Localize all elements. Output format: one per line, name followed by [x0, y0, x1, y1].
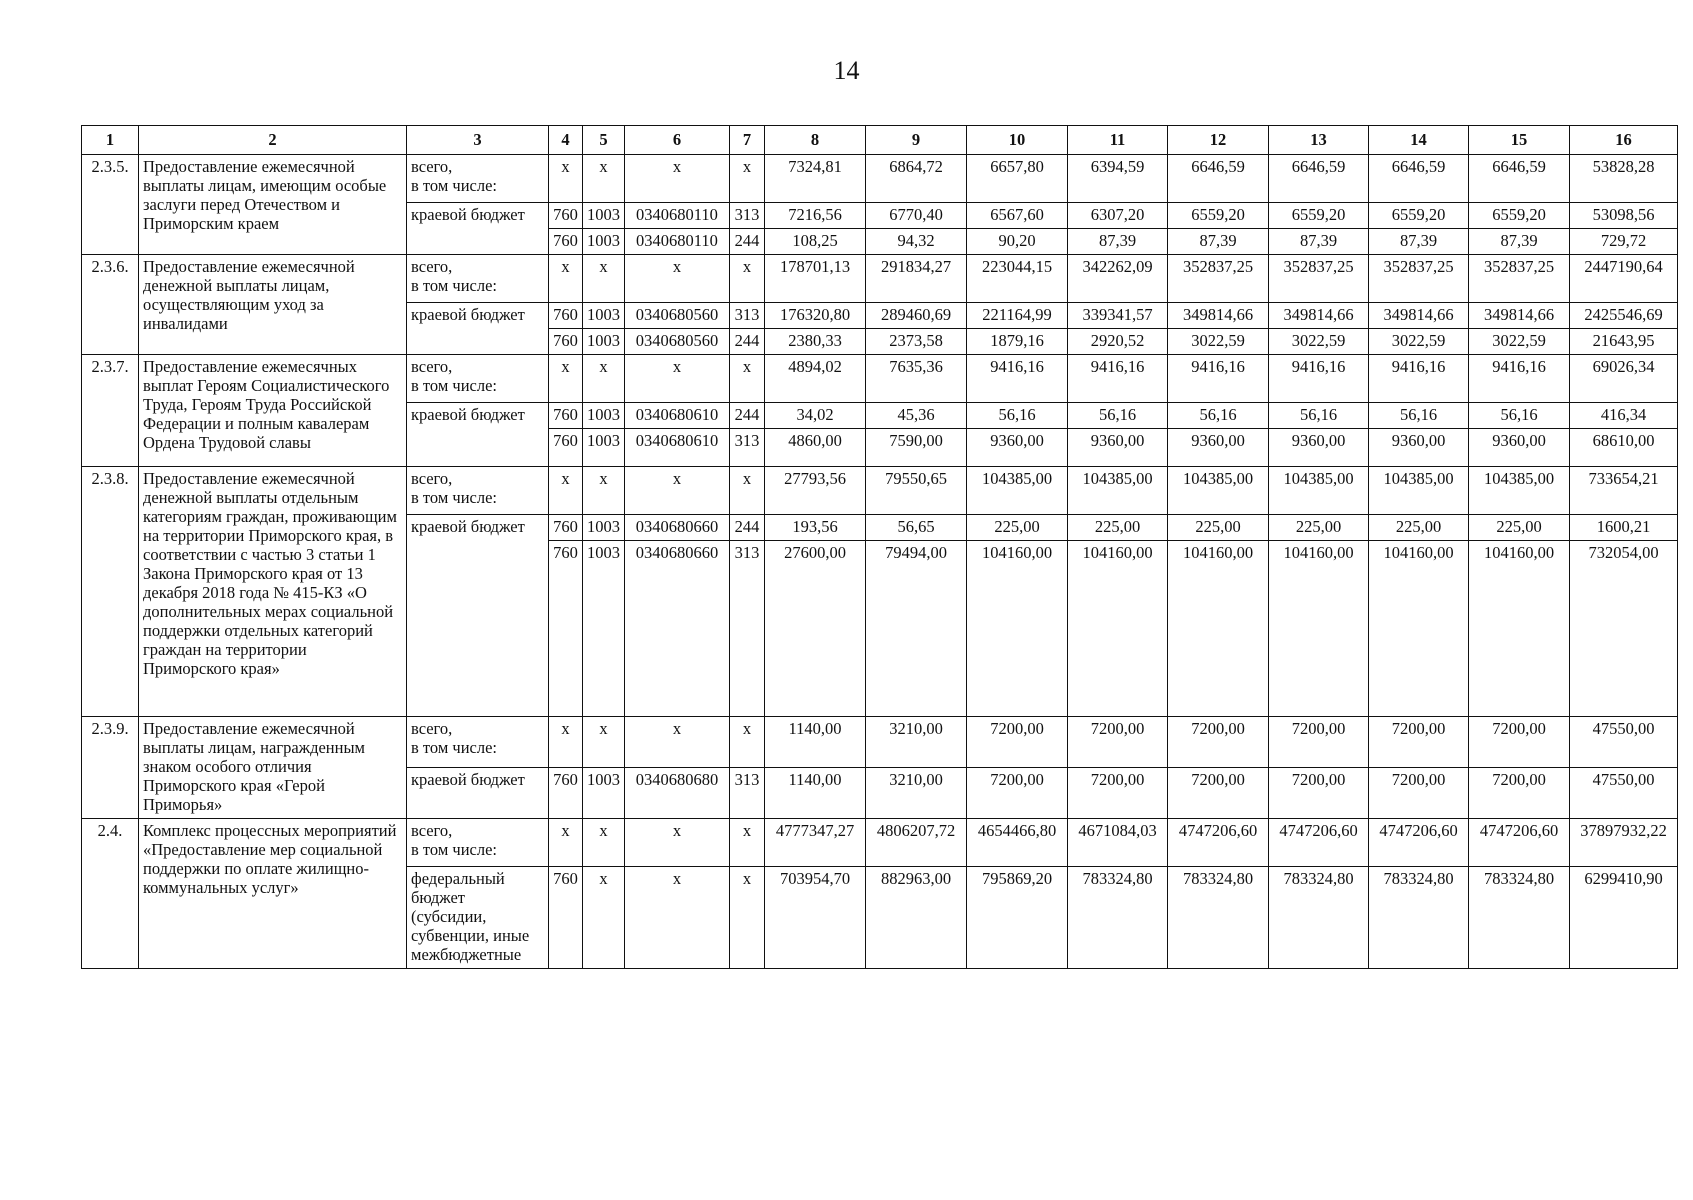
amount-cell: 178701,13	[765, 255, 866, 303]
budget-code-c6: 0340680560	[625, 329, 730, 355]
amount-cell: 349814,66	[1269, 303, 1369, 329]
amount-cell: 9416,16	[1269, 355, 1369, 403]
amount-cell: 6307,20	[1068, 203, 1168, 229]
budget-code-c6: 0340680610	[625, 403, 730, 429]
budget-code-c5: 1003	[583, 329, 625, 355]
amount-cell: 6559,20	[1168, 203, 1269, 229]
amount-cell: 7200,00	[1068, 767, 1168, 818]
amount-cell: 783324,80	[1369, 866, 1469, 968]
amount-cell: 104385,00	[1168, 467, 1269, 515]
amount-cell: 6299410,90	[1570, 866, 1678, 968]
budget-code-c7: 244	[730, 229, 765, 255]
budget-code-c5: x	[583, 355, 625, 403]
amount-cell: 225,00	[967, 515, 1068, 541]
table-row	[82, 467, 1678, 515]
funding-source: краевой бюджет	[407, 403, 549, 467]
amount-cell: 3210,00	[866, 717, 967, 768]
amount-cell: 104385,00	[1369, 467, 1469, 515]
amount-cell: 3022,59	[1369, 329, 1469, 355]
budget-code-c5: 1003	[583, 515, 625, 541]
budget-code-c7: x	[730, 255, 765, 303]
funding-source: всего, в том числе:	[407, 255, 549, 303]
amount-cell: 9416,16	[1168, 355, 1269, 403]
budget-code-c7: 244	[730, 329, 765, 355]
amount-cell: 4806207,72	[866, 818, 967, 866]
budget-code-c6: x	[625, 717, 730, 768]
table-row	[82, 255, 1678, 303]
amount-cell: 56,16	[1369, 403, 1469, 429]
amount-cell: 6646,59	[1269, 155, 1369, 203]
table-body	[82, 155, 1678, 969]
column-header: 16	[1570, 126, 1678, 155]
amount-cell: 225,00	[1469, 515, 1570, 541]
amount-cell: 176320,80	[765, 303, 866, 329]
amount-cell: 56,16	[1168, 403, 1269, 429]
amount-cell: 6657,80	[967, 155, 1068, 203]
budget-code-c7: x	[730, 155, 765, 203]
table-header-row	[82, 126, 1678, 155]
amount-cell: 2447190,64	[1570, 255, 1678, 303]
amount-cell: 193,56	[765, 515, 866, 541]
column-header: 10	[967, 126, 1068, 155]
table-row	[82, 717, 1678, 768]
funding-source: всего, в том числе:	[407, 467, 549, 515]
funding-source: всего, в том числе:	[407, 717, 549, 768]
amount-cell: 729,72	[1570, 229, 1678, 255]
amount-cell: 87,39	[1369, 229, 1469, 255]
amount-cell: 1879,16	[967, 329, 1068, 355]
amount-cell: 4747206,60	[1168, 818, 1269, 866]
table-row	[82, 818, 1678, 866]
budget-code-c4: x	[549, 818, 583, 866]
amount-cell: 94,32	[866, 229, 967, 255]
budget-code-c7: x	[730, 866, 765, 968]
amount-cell: 104385,00	[1269, 467, 1369, 515]
amount-cell: 783324,80	[1168, 866, 1269, 968]
funding-source: всего, в том числе:	[407, 818, 549, 866]
amount-cell: 2380,33	[765, 329, 866, 355]
amount-cell: 4654466,80	[967, 818, 1068, 866]
amount-cell: 225,00	[1068, 515, 1168, 541]
column-header: 11	[1068, 126, 1168, 155]
budget-code-c7: x	[730, 467, 765, 515]
budget-code-c4: x	[549, 255, 583, 303]
funding-source: краевой бюджет	[407, 303, 549, 355]
budget-code-c4: x	[549, 355, 583, 403]
row-index: 2.3.5.	[82, 155, 139, 255]
budget-code-c7: 313	[730, 429, 765, 467]
budget-code-c5: 1003	[583, 203, 625, 229]
amount-cell: 79550,65	[866, 467, 967, 515]
amount-cell: 6864,72	[866, 155, 967, 203]
amount-cell: 733654,21	[1570, 467, 1678, 515]
amount-cell: 225,00	[1369, 515, 1469, 541]
amount-cell: 90,20	[967, 229, 1068, 255]
amount-cell: 7200,00	[1469, 767, 1570, 818]
budget-table	[81, 125, 1678, 969]
amount-cell: 53828,28	[1570, 155, 1678, 203]
budget-code-c4: 760	[549, 541, 583, 717]
amount-cell: 4747206,60	[1369, 818, 1469, 866]
amount-cell: 87,39	[1269, 229, 1369, 255]
amount-cell: 291834,27	[866, 255, 967, 303]
budget-code-c4: 760	[549, 429, 583, 467]
budget-code-c6: x	[625, 155, 730, 203]
budget-code-c7: x	[730, 818, 765, 866]
budget-code-c4: x	[549, 155, 583, 203]
measure-name: Предоставление ежемесячной выплаты лицам, награжденным знаком особого отличия Приморского края «Герой Приморья»	[139, 717, 407, 819]
amount-cell: 9360,00	[1469, 429, 1570, 467]
amount-cell: 6559,20	[1469, 203, 1570, 229]
amount-cell: 352837,25	[1369, 255, 1469, 303]
budget-code-c7: x	[730, 355, 765, 403]
amount-cell: 79494,00	[866, 541, 967, 717]
amount-cell: 6770,40	[866, 203, 967, 229]
column-header: 2	[139, 126, 407, 155]
amount-cell: 9360,00	[1168, 429, 1269, 467]
column-header: 4	[549, 126, 583, 155]
amount-cell: 87,39	[1068, 229, 1168, 255]
amount-cell: 352837,25	[1469, 255, 1570, 303]
budget-code-c4: x	[549, 717, 583, 768]
column-header: 6	[625, 126, 730, 155]
amount-cell: 2920,52	[1068, 329, 1168, 355]
budget-code-c5: 1003	[583, 403, 625, 429]
budget-code-c7: 244	[730, 403, 765, 429]
amount-cell: 7635,36	[866, 355, 967, 403]
budget-code-c6: 0340680110	[625, 203, 730, 229]
amount-cell: 3210,00	[866, 767, 967, 818]
amount-cell: 339341,57	[1068, 303, 1168, 329]
budget-code-c7: 313	[730, 203, 765, 229]
amount-cell: 4860,00	[765, 429, 866, 467]
amount-cell: 104385,00	[967, 467, 1068, 515]
budget-code-c4: 760	[549, 203, 583, 229]
amount-cell: 7200,00	[1168, 717, 1269, 768]
budget-code-c6: x	[625, 467, 730, 515]
amount-cell: 56,16	[967, 403, 1068, 429]
amount-cell: 2373,58	[866, 329, 967, 355]
amount-cell: 3022,59	[1168, 329, 1269, 355]
page-number: 14	[833, 56, 860, 85]
budget-code-c4: 760	[549, 767, 583, 818]
amount-cell: 7216,56	[765, 203, 866, 229]
row-index: 2.3.6.	[82, 255, 139, 355]
amount-cell: 37897932,22	[1570, 818, 1678, 866]
amount-cell: 7324,81	[765, 155, 866, 203]
budget-code-c6: x	[625, 866, 730, 968]
amount-cell: 56,16	[1068, 403, 1168, 429]
amount-cell: 45,36	[866, 403, 967, 429]
budget-code-c4: 760	[549, 329, 583, 355]
funding-source: всего, в том числе:	[407, 155, 549, 203]
measure-name: Предоставление ежемесячной денежной выплаты отдельным категориям граждан, проживающим на территории Приморского края, в соответствии с частью 3 статьи 1 Закона Приморского края от 13 декабря 2018 года № 415-КЗ «О дополнительных мерах социальной поддержки отдельных категорий граждан на территории Приморского края»	[139, 467, 407, 717]
amount-cell: 342262,09	[1068, 255, 1168, 303]
amount-cell: 9360,00	[967, 429, 1068, 467]
amount-cell: 9416,16	[1068, 355, 1168, 403]
amount-cell: 104160,00	[1469, 541, 1570, 717]
budget-code-c6: 0340680660	[625, 515, 730, 541]
budget-code-c4: 760	[549, 229, 583, 255]
funding-source: краевой бюджет	[407, 203, 549, 255]
amount-cell: 349814,66	[1168, 303, 1269, 329]
amount-cell: 3022,59	[1469, 329, 1570, 355]
amount-cell: 6559,20	[1369, 203, 1469, 229]
amount-cell: 352837,25	[1269, 255, 1369, 303]
budget-code-c5: 1003	[583, 541, 625, 717]
budget-code-c7: 244	[730, 515, 765, 541]
budget-code-c7: x	[730, 717, 765, 768]
measure-name: Комплекс процессных мероприятий «Предоставление мер социальной поддержки по оплате жилищно-коммунальных услуг»	[139, 818, 407, 968]
row-index: 2.3.9.	[82, 717, 139, 819]
amount-cell: 1140,00	[765, 717, 866, 768]
amount-cell: 53098,56	[1570, 203, 1678, 229]
amount-cell: 47550,00	[1570, 767, 1678, 818]
amount-cell: 7200,00	[1068, 717, 1168, 768]
amount-cell: 225,00	[1269, 515, 1369, 541]
amount-cell: 4747206,60	[1269, 818, 1369, 866]
amount-cell: 56,16	[1269, 403, 1369, 429]
amount-cell: 2425546,69	[1570, 303, 1678, 329]
amount-cell: 9360,00	[1068, 429, 1168, 467]
amount-cell: 7200,00	[1369, 767, 1469, 818]
amount-cell: 27793,56	[765, 467, 866, 515]
budget-code-c4: 760	[549, 515, 583, 541]
amount-cell: 104160,00	[1369, 541, 1469, 717]
amount-cell: 56,65	[866, 515, 967, 541]
amount-cell: 21643,95	[1570, 329, 1678, 355]
amount-cell: 6646,59	[1369, 155, 1469, 203]
amount-cell: 349814,66	[1469, 303, 1570, 329]
budget-code-c5: 1003	[583, 229, 625, 255]
amount-cell: 6394,59	[1068, 155, 1168, 203]
column-header: 8	[765, 126, 866, 155]
amount-cell: 104160,00	[1068, 541, 1168, 717]
budget-code-c6: 0340680560	[625, 303, 730, 329]
budget-code-c4: 760	[549, 403, 583, 429]
amount-cell: 69026,34	[1570, 355, 1678, 403]
budget-code-c4: x	[549, 467, 583, 515]
amount-cell: 225,00	[1168, 515, 1269, 541]
amount-cell: 7200,00	[1269, 717, 1369, 768]
amount-cell: 7200,00	[1269, 767, 1369, 818]
measure-name: Предоставление ежемесячной денежной выплаты лицам, осуществляющим уход за инвалидами	[139, 255, 407, 355]
amount-cell: 416,34	[1570, 403, 1678, 429]
budget-code-c4: 760	[549, 866, 583, 968]
column-header: 3	[407, 126, 549, 155]
budget-code-c5: 1003	[583, 767, 625, 818]
budget-code-c6: x	[625, 818, 730, 866]
measure-name: Предоставление ежемесячной выплаты лицам, имеющим особые заслуги перед Отечеством и Приморским краем	[139, 155, 407, 255]
table-row	[82, 155, 1678, 203]
amount-cell: 87,39	[1469, 229, 1570, 255]
amount-cell: 1600,21	[1570, 515, 1678, 541]
amount-cell: 108,25	[765, 229, 866, 255]
budget-code-c5: x	[583, 255, 625, 303]
column-header: 15	[1469, 126, 1570, 155]
budget-code-c6: x	[625, 255, 730, 303]
amount-cell: 6559,20	[1269, 203, 1369, 229]
amount-cell: 221164,99	[967, 303, 1068, 329]
amount-cell: 7200,00	[967, 767, 1068, 818]
budget-code-c6: 0340680660	[625, 541, 730, 717]
budget-code-c5: x	[583, 818, 625, 866]
column-header: 5	[583, 126, 625, 155]
amount-cell: 783324,80	[1469, 866, 1570, 968]
amount-cell: 27600,00	[765, 541, 866, 717]
amount-cell: 6567,60	[967, 203, 1068, 229]
amount-cell: 9416,16	[967, 355, 1068, 403]
column-header: 12	[1168, 126, 1269, 155]
amount-cell: 56,16	[1469, 403, 1570, 429]
amount-cell: 1140,00	[765, 767, 866, 818]
funding-source: краевой бюджет	[407, 515, 549, 717]
amount-cell: 104160,00	[1269, 541, 1369, 717]
row-index: 2.3.8.	[82, 467, 139, 717]
row-index: 2.4.	[82, 818, 139, 968]
amount-cell: 4747206,60	[1469, 818, 1570, 866]
amount-cell: 7200,00	[1369, 717, 1469, 768]
amount-cell: 795869,20	[967, 866, 1068, 968]
amount-cell: 104385,00	[1469, 467, 1570, 515]
budget-code-c5: 1003	[583, 303, 625, 329]
funding-source: краевой бюджет	[407, 767, 549, 818]
amount-cell: 6646,59	[1168, 155, 1269, 203]
column-header: 14	[1369, 126, 1469, 155]
amount-cell: 223044,15	[967, 255, 1068, 303]
budget-code-c7: 313	[730, 767, 765, 818]
funding-source: всего, в том числе:	[407, 355, 549, 403]
amount-cell: 9360,00	[1269, 429, 1369, 467]
budget-code-c5: x	[583, 866, 625, 968]
amount-cell: 9360,00	[1369, 429, 1469, 467]
column-header: 9	[866, 126, 967, 155]
amount-cell: 104160,00	[1168, 541, 1269, 717]
amount-cell: 289460,69	[866, 303, 967, 329]
budget-code-c5: 1003	[583, 429, 625, 467]
budget-code-c7: 313	[730, 541, 765, 717]
amount-cell: 9416,16	[1369, 355, 1469, 403]
measure-name: Предоставление ежемесячных выплат Героям Социалистического Труда, Героям Труда Российской Федерации и полным кавалерам Ордена Трудовой славы	[139, 355, 407, 467]
amount-cell: 6646,59	[1469, 155, 1570, 203]
amount-cell: 352837,25	[1168, 255, 1269, 303]
budget-code-c6: 0340680680	[625, 767, 730, 818]
amount-cell: 87,39	[1168, 229, 1269, 255]
amount-cell: 4894,02	[765, 355, 866, 403]
amount-cell: 34,02	[765, 403, 866, 429]
column-header: 7	[730, 126, 765, 155]
amount-cell: 3022,59	[1269, 329, 1369, 355]
amount-cell: 7200,00	[1469, 717, 1570, 768]
amount-cell: 4777347,27	[765, 818, 866, 866]
amount-cell: 703954,70	[765, 866, 866, 968]
amount-cell: 9416,16	[1469, 355, 1570, 403]
amount-cell: 7200,00	[1168, 767, 1269, 818]
budget-code-c6: 0340680610	[625, 429, 730, 467]
funding-source: федеральный бюджет (субсидии, субвенции, иные межбюджетные	[407, 866, 549, 968]
amount-cell: 349814,66	[1369, 303, 1469, 329]
amount-cell: 68610,00	[1570, 429, 1678, 467]
budget-code-c7: 313	[730, 303, 765, 329]
budget-code-c6: x	[625, 355, 730, 403]
amount-cell: 7200,00	[967, 717, 1068, 768]
amount-cell: 783324,80	[1269, 866, 1369, 968]
amount-cell: 4671084,03	[1068, 818, 1168, 866]
budget-code-c6: 0340680110	[625, 229, 730, 255]
table-row	[82, 355, 1678, 403]
column-header: 13	[1269, 126, 1369, 155]
budget-code-c4: 760	[549, 303, 583, 329]
budget-code-c5: x	[583, 155, 625, 203]
amount-cell: 783324,80	[1068, 866, 1168, 968]
amount-cell: 7590,00	[866, 429, 967, 467]
budget-code-c5: x	[583, 467, 625, 515]
amount-cell: 104160,00	[967, 541, 1068, 717]
row-index: 2.3.7.	[82, 355, 139, 467]
column-header: 1	[82, 126, 139, 155]
amount-cell: 732054,00	[1570, 541, 1678, 717]
amount-cell: 104385,00	[1068, 467, 1168, 515]
amount-cell: 882963,00	[866, 866, 967, 968]
budget-code-c5: x	[583, 717, 625, 768]
amount-cell: 47550,00	[1570, 717, 1678, 768]
